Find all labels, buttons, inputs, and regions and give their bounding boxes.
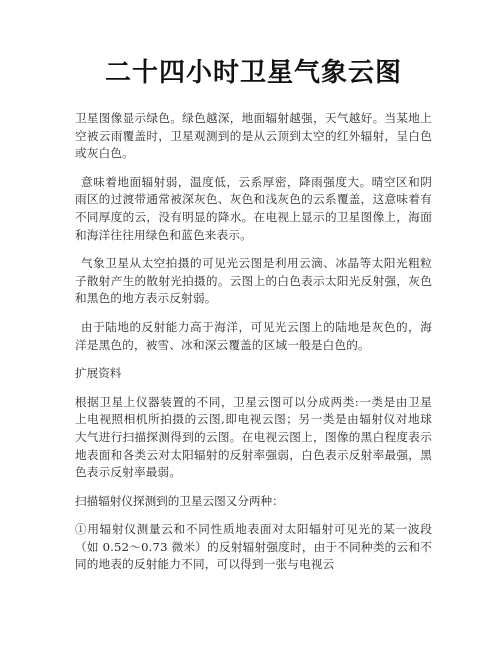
paragraph-weak-radiation: 意味着地面辐射弱，温度低，云系厚密，降雨强度大。晴空区和阴雨区的过渡带通常被深灰色、灰色和浅灰色的云系覆盖，这意味着有不同厚度的云，没有明显的降水。在电视上显示的卫星图像上，海面和海洋往往用绿色和蓝色来表示。 (75, 174, 432, 242)
paragraph-scan-radiometer: ①用辐射仪测量云和不同性质地表面对太阳辐射可见光的某一波段（如 0.52～0.73 微米）的反射辐射强度时，由于不同种类的云和不同的地表的反射能力不同，可以得到一张与电视云 (75, 522, 432, 572)
scan-heading: 扫描辐射仪探测到的卫星云图又分两种： (75, 493, 284, 508)
paragraph-satellite-green: 卫星图像显示绿色。绿色越深，地面辐射越强，天气越好。当某地上空被云雨覆盖时，卫星观测到的是从云顶到太空的红外辐射，呈白色或灰白色。 (75, 111, 432, 161)
paragraph-extended-info: 根据卫星上仪器装置的不同，卫星云图可以分成两类:一类是由卫星上电视照相机所拍摄的云图,即电视云图；另一类是由辐射仪对地球大气进行扫描探测得到的云图。在电视云图上，图像的黑白程度表示地表面和各类云对太阳辐射的反射率强弱，白色表示反射率最强，黑色表示反射率最弱。 (75, 394, 432, 480)
extended-heading: 扩展资料 (75, 366, 122, 381)
document-body (75, 110, 432, 574)
document-title: 二十四小时卫星气象云图 (104, 58, 402, 88)
paragraph-visible-cloud-image: 气象卫星从太空拍摄的可见光云图是利用云滴、冰晶等太阳光粗粒子散射产生的散射光拍摄的。云图上的白色表示太阳光反射强，灰色和黑色的地方表示反射弱。 (75, 256, 432, 306)
paragraph-land-reflection: 由于陆地的反射能力高于海洋，可见光云图上的陆地是灰色的，海洋是黑色的，被雪、冰和深云覆盖的区域一般是白色的。 (75, 319, 432, 352)
